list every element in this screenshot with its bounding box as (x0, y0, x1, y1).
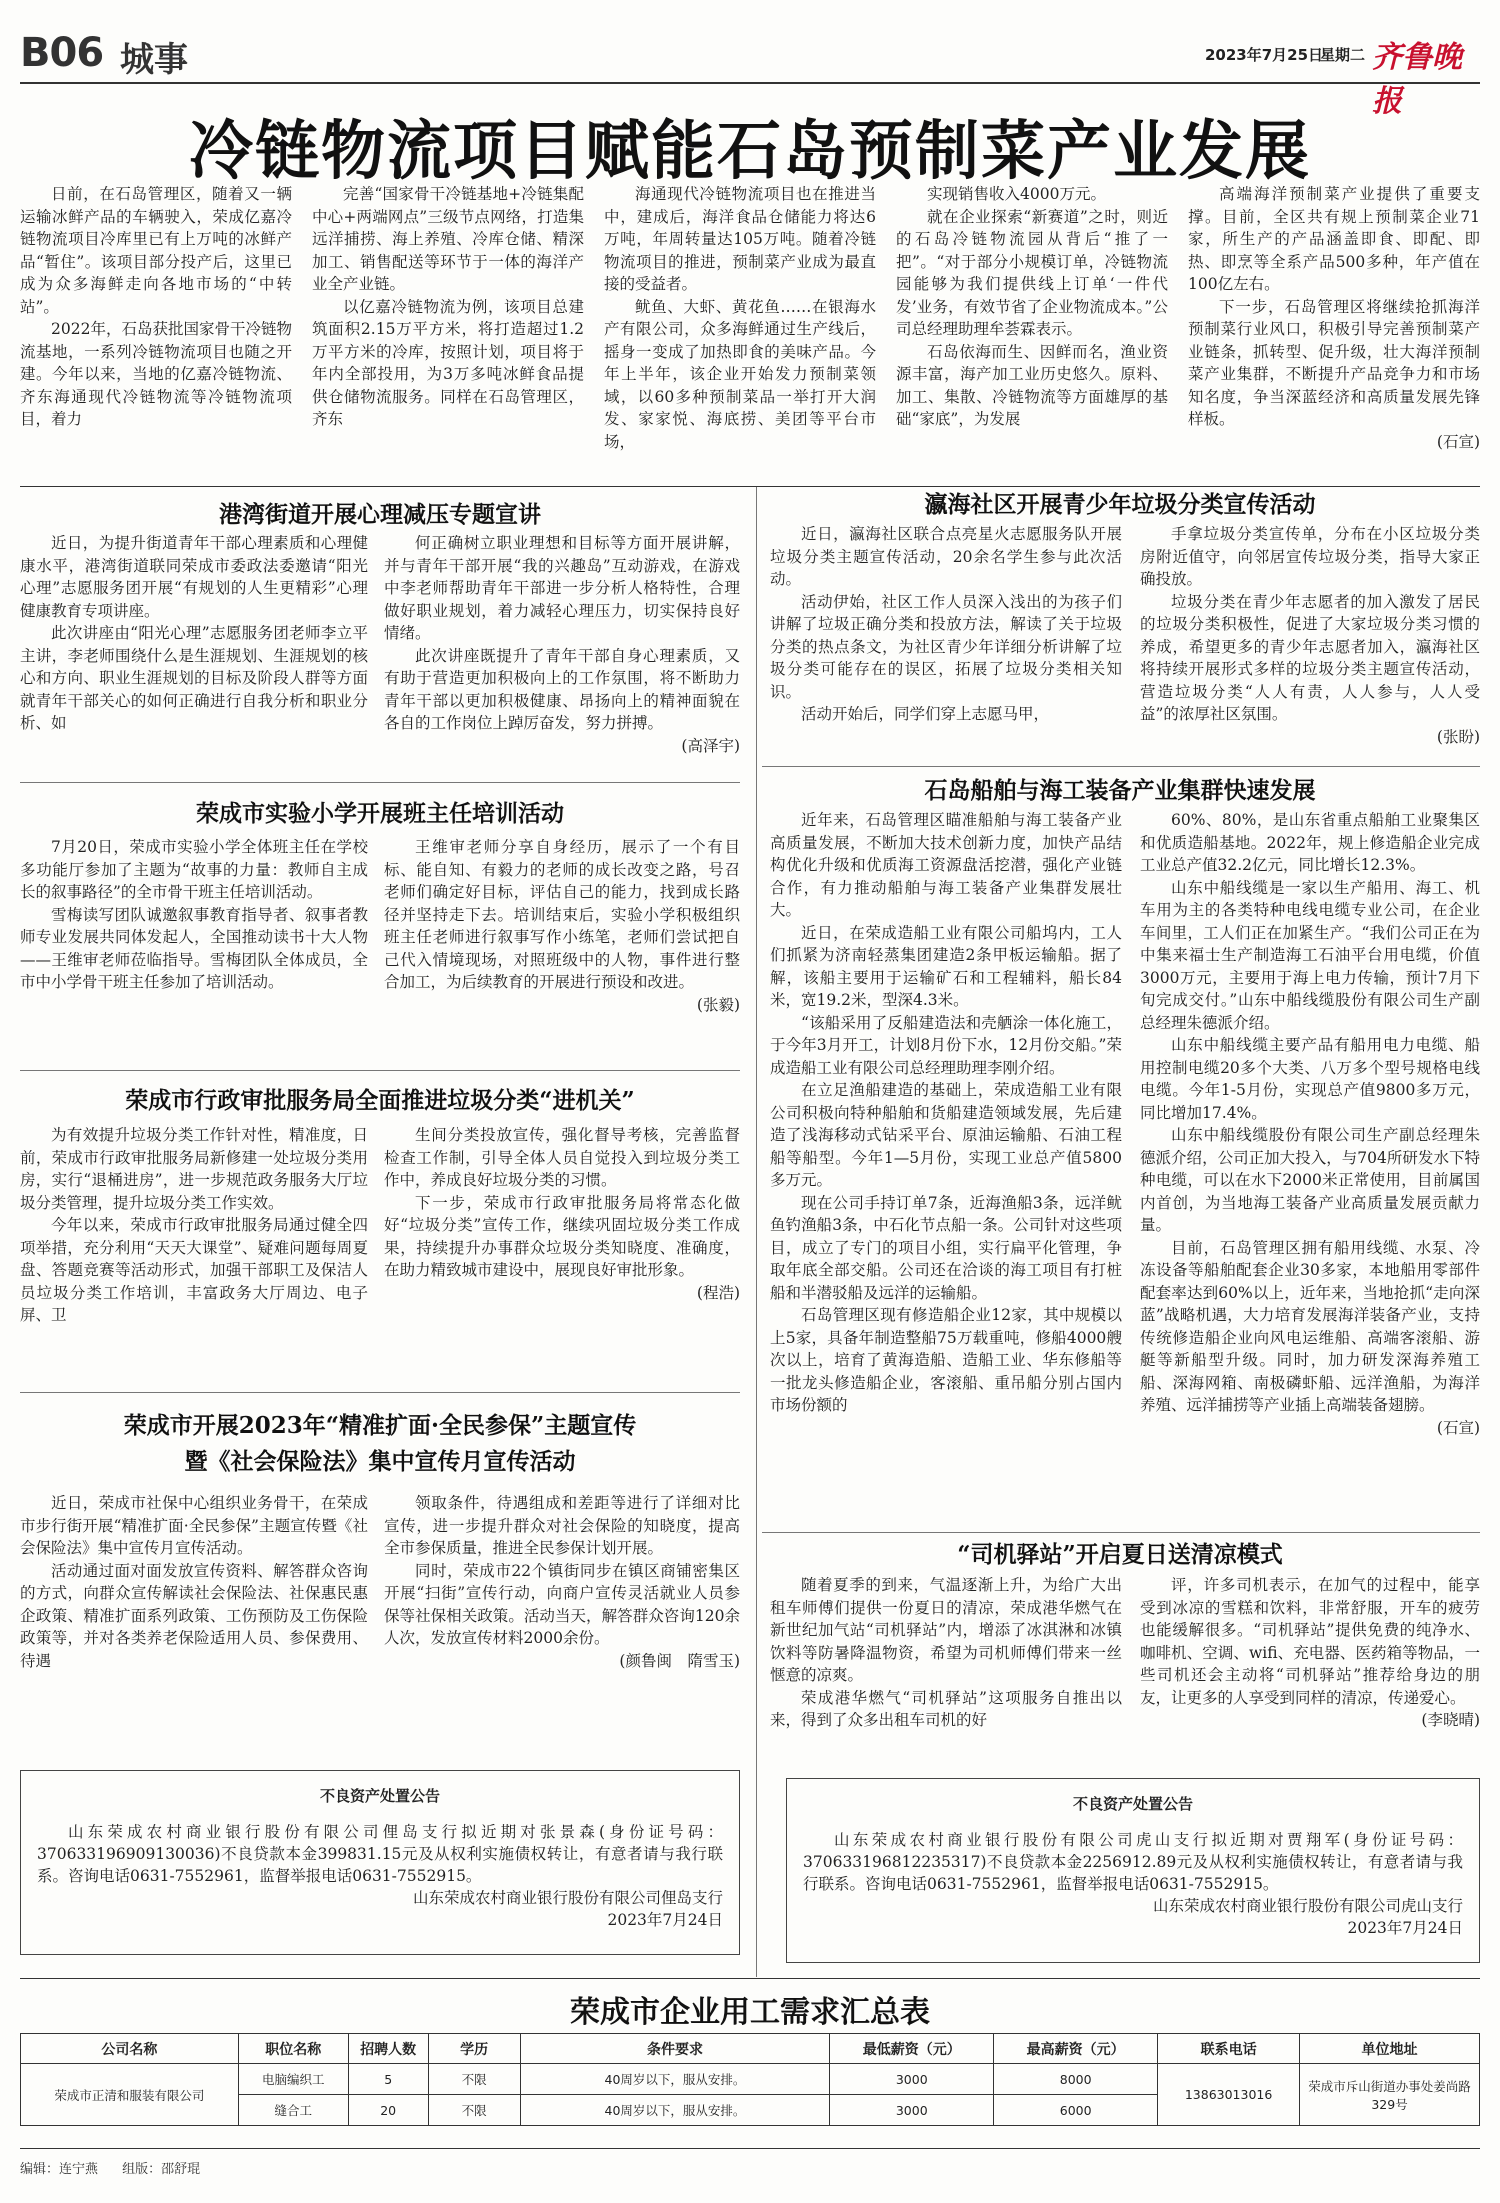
byline: (石宣) (1436, 432, 1480, 451)
article-title: 石岛船舶与海工装备产业集群快速发展 (924, 777, 1316, 804)
requirement-cell: 40周岁以下，服从安排。 (520, 2064, 830, 2095)
paragraph: 山东中船线缆主要产品有船用电力电缆、船用控制电缆20多个大类、八万多个型号规格电线电缆。今年1-5月份，实现总产值9800多万元，同比增加17.4%。 (1140, 1036, 1480, 1122)
paragraph: 雪梅读写团队诚邀叙事教育指导者、叙事者教师专业发展共同体发起人，全国推动读书十大人物——王维审老师莅临指导。雪梅团队全体成员，全市中小学骨干班主任参加了培训活动。 (20, 905, 368, 991)
paragraph: 荣成港华燃气“司机驿站”这项服务自推出以来，得到了众多出租车司机的好 (770, 1688, 1122, 1729)
notice-body: 山东荣成农村商业银行股份有限公司虎山支行拟近期对贾翔军(身份证号码：370633196812235317)不良贷款本金2256912.89元及从权利实施债权转让，有意者请与我行联系。咨询电话0631-7552961，监督举报电话0631-7552915。 (803, 1831, 1463, 1893)
paragraph: 同时，荣成市22个镇街同步在镇区商铺密集区开展“扫街”宣传行动，向商户宣传灵活就业人员参保等社保相关政策。活动当天，解答群众咨询120余人次，发放宣传材料2000余份。 (384, 1561, 740, 1647)
paper-logo: 齐鲁晚报 (1372, 40, 1462, 119)
byline: (程浩) (696, 1283, 740, 1302)
article-col (1140, 523, 1480, 763)
table-header: 条件要求 (520, 2034, 830, 2064)
paragraph: 就在企业探索“新赛道”之时，则近的石岛冷链物流园从背后“推了一把”。“对于部分小规模订单，冷链物流园能够为我们提供线上订单‘一件代发’业务，有效节省了企业物流成本。”公司总经理助理牟荟霖表示。 (896, 207, 1168, 338)
table-header: 联系电话 (1158, 2034, 1300, 2064)
min-salary-cell: 3000 (830, 2095, 994, 2126)
divider (20, 1070, 740, 1071)
footer-rule (20, 2148, 1480, 2149)
byline: (张毅) (696, 995, 740, 1014)
position-cell: 缝合工 (238, 2095, 348, 2126)
paragraph: 目前，石岛管理区拥有船用线缆、水泵、冷冻设备等船舶配套企业30多家，本地船用零部件配套率达到60%以上，近年来，当地抢抓“走向深蓝”战略机遇，大力培育发展海洋装备产业，支持传统修造船企业向风电运维船、高端客滚船、游艇等新船型升级。同时，加力研发深海养殖工船、深海网箱、南极磷虾船、远洋渔船，为海洋养殖、远洋捕捞等产业插上高端装备翅膀。 (1140, 1238, 1480, 1414)
article-subtitle: 暨《社会保险法》集中宣传月宣传活动 (184, 1448, 576, 1475)
article-col (384, 1492, 740, 1732)
table-header: 职位名称 (238, 2034, 348, 2064)
table-header: 单位地址 (1300, 2034, 1480, 2064)
paragraph: 近日，为提升街道青年干部心理素质和心理健康水平，港湾街道联同荣成市委政法委邀请“阳光心理”志愿服务团开展“有规划的人生更精彩”心理健康教育专项讲座。 (20, 534, 368, 620)
paragraph: 石岛依海而生、因鲜而名，渔业资源丰富，海产加工业历史悠久。原料、加工、集散、冷链物流等方面雄厚的基础“家底”，为发展 (896, 342, 1168, 428)
lead-headline: 冷链物流项目赋能石岛预制菜产业发展 (189, 114, 1311, 189)
page-header (20, 28, 1480, 119)
notice-box (20, 1770, 740, 1955)
lead-col-1 (20, 183, 292, 483)
paragraph: 完善“国家骨干冷链基地+冷链集配中心+两端网点”三级节点网络，打造集远洋捕捞、海上养殖、冷库仓储、精深加工、销售配送等环节于一体的海洋产业全产业链。 (312, 185, 584, 293)
paragraph: 现在公司手持订单7条，近海渔船3条，远洋鱿鱼钓渔船3条，中石化节点船一条。公司针对这些项目，成立了专门的项目小组，实行扁平化管理，争取年底全部交船。公司还在洽谈的海工项目有打桩船和半潜驳船及远洋的运输船。 (770, 1193, 1122, 1302)
address-cell: 荣成市斥山街道办事处姜尚路329号 (1300, 2064, 1480, 2126)
notice-body: 山东荣成农村商业银行股份有限公司俚岛支行拟近期对张景森(身份证号码：370633196909130036)不良贷款本金399831.15元及从权利实施债权转让，有意者请与我行联系。咨询电话0631-7552961，监督举报电话0631-7552915。 (37, 1823, 723, 1885)
editor-credit: 编辑：连宁燕 (20, 2162, 99, 2177)
article-col (20, 532, 368, 777)
paragraph: 在立足渔船建造的基础上，荣成造船工业有限公司积极向特种船舶和货船建造领域发展，先后建造了浅海移动式钻采平台、原油运输船、石油工程船等船型。今年1—5月份，实现工业总产值5800多万元。 (770, 1081, 1122, 1189)
count-cell: 20 (348, 2095, 428, 2126)
paragraph: 评，许多司机表示，在加气的过程中，能享受到冰凉的雪糕和饮料，非常舒服，开车的疲劳也能缓解很多。“司机驿站”提供免费的纯净水、咖啡机、空调、wifi、充电器、医药箱等物品，一些司机还会主动将“司机驿站”推荐给身边的朋友，让更多的人享受到同样的清凉，传递爱心。 (1140, 1576, 1480, 1707)
paragraph: 60%、80%，是山东省重点船舶工业聚集区和优质造船基地。2022年，规上修造船企业完成工业总产值32.2亿元，同比增长12.3%。 (1140, 811, 1480, 874)
notice-box (786, 1778, 1480, 1963)
page-number: B06 (20, 30, 104, 76)
divider (762, 766, 1480, 767)
paragraph: 领取条件，待遇组成和差距等进行了详细对比宣传，进一步提升群众对社会保险的知晓度，提高全市参保质量，推进全民参保计划开展。 (384, 1494, 740, 1557)
article-title: 荣成市实验小学开展班主任培训活动 (196, 800, 564, 827)
notice-title: 不良资产处置公告 (1072, 1795, 1193, 1813)
count-cell: 5 (348, 2064, 428, 2095)
lead-col-3 (604, 183, 876, 483)
lead-col-4 (896, 183, 1168, 483)
notice-signature: 山东荣成农村商业银行股份有限公司俚岛支行 (412, 1889, 723, 1907)
paragraph: 近日，在荣成造船工业有限公司船坞内，工人们抓紧为济南轻蒸集团建造2条甲板运输船。据了解，该船主要用于运输矿石和工程辅料，船长84米，宽19.2米，型深4.3米。 (770, 923, 1122, 1009)
paragraph: 海通现代冷链物流项目也在推进当中，建成后，海洋食品仓储能力将达6万吨，年周转量达105万吨。随着冷链物流项目的推进，预制菜产业成为最直接的受益者。 (604, 185, 876, 293)
article-col (20, 1492, 368, 1732)
requirement-cell: 40周岁以下，服从安排。 (520, 2095, 830, 2126)
edu-cell: 不限 (428, 2064, 520, 2095)
page-footer (20, 2158, 220, 2177)
article-col (1140, 809, 1480, 1529)
position-cell: 电脑编织工 (238, 2064, 348, 2095)
table-header: 招聘人数 (348, 2034, 428, 2064)
section-name: 城事 (120, 40, 188, 80)
header-rule (20, 82, 1480, 84)
min-salary-cell: 3000 (830, 2064, 994, 2095)
table-row (21, 2064, 1480, 2095)
article-col (384, 532, 740, 777)
paragraph: 以亿嘉冷链物流为例，该项目总建筑面积2.15万平方米，将打造超过1.2万平方米的冷库，按照计划，项目将于年内全部投用，为3万多吨冰鲜食品提供仓储物流服务。同样在石岛管理区，齐东 (312, 297, 584, 428)
phone-cell: 13863013016 (1158, 2064, 1300, 2126)
table-header: 学历 (428, 2034, 520, 2064)
company-cell: 荣成市正清和服装有限公司 (21, 2064, 239, 2126)
divider (20, 782, 740, 783)
issue-weekday: 星期二 (1320, 46, 1366, 64)
article-col (20, 836, 368, 1066)
article-col (384, 1124, 740, 1376)
paragraph: 7月20日，荣成市实验小学全体班主任在学校多功能厅参加了主题为“故事的力量：教师自主成长的叙事路径”的全市骨干班主任培训活动。 (20, 838, 368, 901)
lead-col-5 (1188, 183, 1480, 483)
table-header-row (21, 2034, 1480, 2064)
paragraph: 山东中船线缆股份有限公司生产副总经理朱德派介绍，公司正加大投入，与704所研发水下特种电缆，可以在水下2000米正常使用，目前属国内首创，为当地海工装备产业高质量发展贡献力量。 (1140, 1126, 1480, 1234)
article-title: 瀛海社区开展青少年垃圾分类宣传活动 (924, 491, 1316, 518)
paragraph: 此次讲座既提升了青年干部自身心理素质，又有助于营造更加积极向上的工作氛围，将不断助力青年干部以更加积极健康、昂扬向上的精神面貌在各自的工作岗位上踔厉奋发，努力拼搏。 (384, 646, 740, 732)
divider (762, 1532, 1480, 1533)
byline: (石宣) (1436, 1418, 1480, 1437)
article-title: “司机驿站”开启夏日送清凉模式 (957, 1541, 1283, 1568)
paragraph: “该船采用了反船建造法和壳舾涂一体化施工，于今年3月开工，计划8月份下水，12月份交船。”荣成造船工业有限公司总经理助理李刚介绍。 (770, 1013, 1122, 1077)
notice-title: 不良资产处置公告 (319, 1787, 440, 1805)
article-col (20, 1124, 368, 1376)
table-rule (20, 1978, 1480, 1979)
paragraph: 为有效提升垃圾分类工作针对性，精准度，日前，荣成市行政审批服务局新修建一处垃圾分类用房，实行“退桶进房”，进一步规范政务服务大厅垃圾分类管理，提升垃圾分类工作实效。 (20, 1126, 368, 1212)
table-header: 最高薪资（元） (994, 2034, 1158, 2064)
issue-date: 2023年7月25日 (1205, 46, 1324, 64)
byline: (颜鲁闽 隋雪玉) (619, 1651, 740, 1670)
article-title: 荣成市行政审批服务局全面推进垃圾分类“进机关” (125, 1087, 635, 1114)
paragraph: 何正确树立职业理想和目标等方面开展讲解，并与青年干部开展“我的兴趣岛”互动游戏，在游戏中李老师帮助青年干部进一步分析人格特性，合理做好职业规划，着力减轻心理压力，切实保持良好情绪。 (384, 534, 740, 642)
paragraph: 生间分类投放宣传，强化督导考核，完善监督检查工作制，引导全体人员自觉投入到垃圾分类工作中，养成良好垃圾分类的习惯。 (384, 1126, 740, 1189)
article-col (384, 836, 740, 1066)
paragraph: 实现销售收入4000万元。 (927, 185, 1106, 203)
notice-signature: 山东荣成农村商业银行股份有限公司虎山支行 (1152, 1897, 1463, 1915)
paragraph: 活动开始后，同学们穿上志愿马甲， (801, 705, 1050, 723)
paragraph: 垃圾分类在青少年志愿者的加入激发了居民的垃圾分类积极性，促进了大家垃圾分类习惯的养成，希望更多的青少年志愿者加入，瀛海社区将持续开展形式多样的垃圾分类主题宣传活动，营造垃圾分类“人人有责，人人参与，人人受益”的浓厚社区氛围。 (1140, 592, 1480, 723)
paragraph: 今年以来，荣成市行政审批服务局通过健全四项举措，充分利用“天天大课堂”、疑难问题每周夏盘、答题竞赛等活动形式，加强干部职工及保洁人员垃圾分类工作培训，丰富政务大厅周边、电子屏、卫 (20, 1216, 368, 1324)
paragraph: 近日，瀛海社区联合点亮星火志愿服务队开展垃圾分类主题宣传活动，20余名学生参与此次活动。 (770, 525, 1122, 588)
jobs-table (20, 2033, 1480, 2126)
byline: (李晓晴) (1421, 1711, 1480, 1729)
paragraph: 手拿垃圾分类宣传单，分布在小区垃圾分类房附近值守，向邻居宣传垃圾分类，指导大家正确投放。 (1140, 525, 1480, 588)
paragraph: 鱿鱼、大虾、黄花鱼……在银海水产有限公司，众多海鲜通过生产线后，摇身一变成了加热即食的美味产品。今年上半年，该企业开始发力预制菜领域，以60多种预制菜品一举打开大润发、家家悦、海底捞、美团等平台市场， (604, 297, 876, 451)
edu-cell: 不限 (428, 2095, 520, 2126)
article-col (1140, 1574, 1480, 1760)
table-header: 最低薪资（元） (830, 2034, 994, 2064)
article-col (770, 523, 1122, 763)
paragraph: 近年来，石岛管理区瞄准船舶与海工装备产业高质量发展，不断加大技术创新力度，加快产品结构优化升级和优质海工资源盘活挖潜，强化产业链合作，有力推动船舶与海工装备产业集群发展壮大。 (770, 811, 1122, 919)
byline: (张盼) (1436, 727, 1480, 746)
article-col (770, 809, 1122, 1529)
notice-date: 2023年7月24日 (607, 1911, 723, 1929)
paragraph: 下一步，石岛管理区将继续抢抓海洋预制菜行业风口，积极引导完善预制菜产业链条，抓转型、促升级，壮大海洋预制菜产业集群，不断提升产品竞争力和市场知名度，争当深蓝经济和高质量发展先锋样板。 (1188, 297, 1480, 428)
notice-date: 2023年7月24日 (1347, 1919, 1463, 1937)
paragraph: 石岛管理区现有修造船企业12家，其中规模以上5家，具备年制造整船75万载重吨，修船4000艘次以上，培育了黄海造船、造船工业、华东修船等一批龙头修造船企业，客滚船、重吊船分别占国内市场份额的 (770, 1306, 1122, 1414)
layout-credit: 组版：邵舒琨 (122, 2162, 201, 2177)
article-title: 荣成市开展2023年“精准扩面·全民参保”主题宣传 (123, 1412, 637, 1439)
lead-col-2 (312, 183, 584, 483)
divider (20, 1392, 740, 1393)
paragraph: 活动通过面对面发放宣传资料、解答群众咨询的方式，向群众宣传解读社会保险法、社保惠民惠企政策、精准扩面系列政策、工伤预防及工伤保险政策等，并对各类养老保险适用人员、参保费用、待遇 (20, 1561, 368, 1670)
table-header: 公司名称 (21, 2034, 239, 2064)
article-col (770, 1574, 1122, 1760)
article-title: 港湾街道开展心理减压专题宣讲 (219, 501, 541, 528)
byline: (高泽宇) (681, 736, 740, 755)
paragraph: 随着夏季的到来，气温逐渐上升，为给广大出租车师傅们提供一份夏日的清凉，荣成港华燃气在新世纪加气站“司机驿站”内，增添了冰淇淋和冰镇饮料等防暑降温物资，希望为司机师傅们带来一丝惬意的凉爽。 (770, 1576, 1122, 1684)
paragraph: 2022年，石岛获批国家骨干冷链物流基地，一系列冷链物流项目也随之开建。今年以来，当地的亿嘉冷链物流、齐东海通现代冷链物流等冷链物流项目，着力 (20, 320, 292, 428)
max-salary-cell: 8000 (994, 2064, 1158, 2095)
column-divider (756, 487, 757, 1977)
paragraph: 下一步，荣成市行政审批服务局将常态化做好“垃圾分类”宣传工作，继续巩固垃圾分类工作成果，持续提升办事群众垃圾分类知晓度、准确度，在助力精致城市建设中，展现良好审批形象。 (384, 1193, 740, 1279)
max-salary-cell: 6000 (994, 2095, 1158, 2126)
paragraph: 日前，在石岛管理区，随着又一辆运输冰鲜产品的车辆驶入，荣成亿嘉冷链物流项目冷库里已有上万吨的冰鲜产品“暂住”。该项目部分投产后，这里已成为众多海鲜走向各地市场的“中转站”。 (20, 185, 292, 316)
paragraph: 近日，荣成市社保中心组织业务骨干，在荣成市步行街开展“精准扩面·全民参保”主题宣传暨《社会保险法》集中宣传月宣传活动。 (20, 1494, 368, 1557)
paragraph: 活动伊始，社区工作人员深入浅出的为孩子们讲解了垃圾正确分类和投放方法，解读了关于垃圾分类的热点条文，为社区青少年详细分析讲解了垃圾分类可能存在的误区，拓展了垃圾分类相关知识。 (770, 592, 1122, 701)
paragraph: 高端海洋预制菜产业提供了重要支撑。目前，全区共有规上预制菜企业71家，所生产的产品涵盖即食、即配、即热、即烹等全系产品500多种，年产值在100亿左右。 (1188, 185, 1480, 293)
paragraph: 此次讲座由“阳光心理”志愿服务团老师李立平主讲，李老师围绕什么是生涯规划、生涯规划的核心和方向、职业生涯规划的目标及阶段人群等方面就青年干部关心的如何正确进行自我分析和职业分析、如 (20, 624, 368, 732)
paragraph: 王维审老师分享自身经历，展示了一个有目标、能自知、有毅力的老师的成长改变之路，号召老师们确定好目标，评估自己的能力，找到成长路径并坚持走下去。培训结束后，实验小学积极组织班主任老师进行叙事写作小练笔，老师们尝试把自己代入情境现场，对照班级中的人物，事件进行整合加工，为后续教育的开展进行预设和改进。 (384, 838, 740, 991)
jobs-table-title: 荣成市企业用工需求汇总表 (570, 1995, 930, 2030)
paragraph: 山东中船线缆是一家以生产船用、海工、机车用为主的各类特种电线电缆专业公司，在企业车间里，工人们正在加紧生产。“我们公司正在为中集来福士生产制造海工石油平台用电缆，价值3000万元，主要用于海上电力传输，预计7月下旬完成交付。”山东中船线缆股份有限公司生产副总经理朱德派介绍。 (1140, 878, 1480, 1032)
